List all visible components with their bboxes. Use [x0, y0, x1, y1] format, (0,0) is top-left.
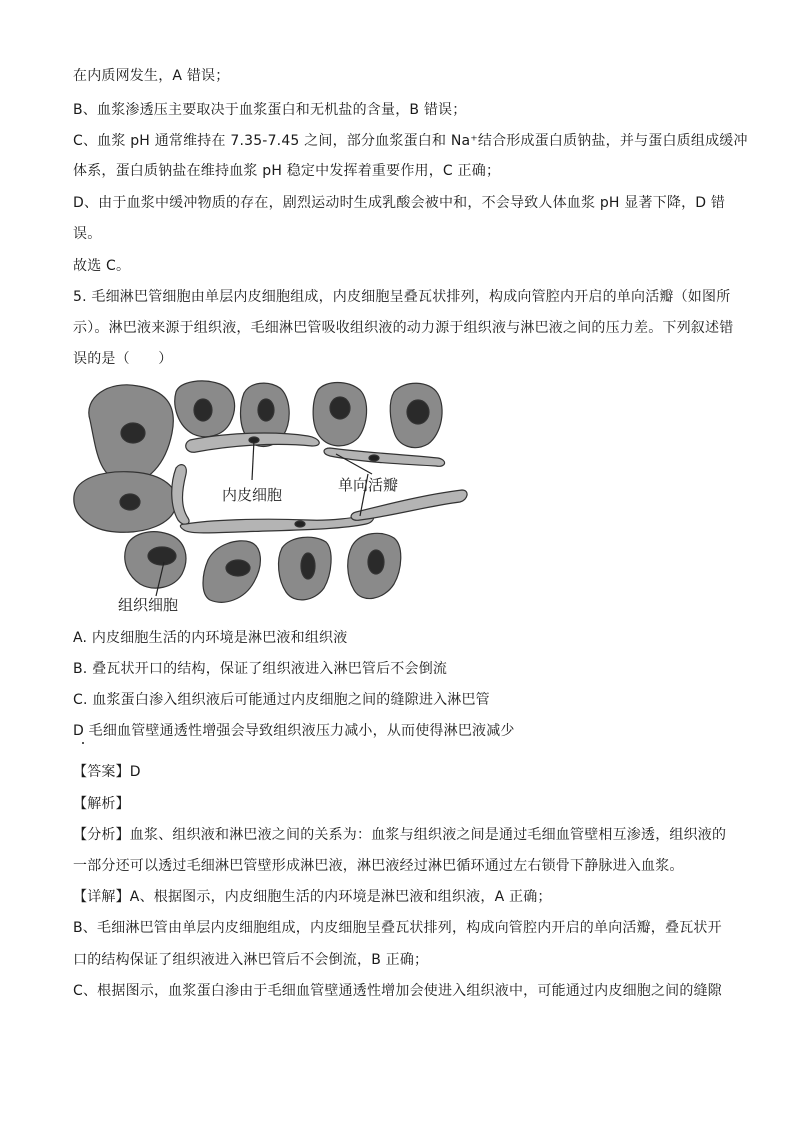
option-c: C. 血浆蛋白渗入组织液后可能通过内皮细胞之间的缝隙进入淋巴管: [73, 692, 490, 708]
answer-line: 【答案】D: [73, 764, 141, 780]
cell-nucleus: [330, 397, 350, 419]
cell-nucleus: [301, 553, 315, 579]
lymph-capillary-figure: [68, 378, 468, 616]
text-line-5: D、由于血浆中缓冲物质的存在，剧烈运动时生成乳酸会被中和，不会导致人体血浆 pH 显著下降，D 错: [73, 195, 726, 211]
analysis-line-4: B、毛细淋巴管由单层内皮细胞组成，内皮细胞呈叠瓦状排列，构成向管腔内开启的单向活瓣，叠瓦状开: [73, 920, 722, 936]
label-endothelial-cell: 内皮细胞: [222, 486, 283, 504]
cell-nucleus: [148, 547, 176, 565]
cell-nucleus: [226, 560, 250, 576]
option-a: A. 内皮细胞生活的内环境是淋巴液和组织液: [73, 630, 348, 646]
label-tissue-cell: 组织细胞: [118, 596, 179, 614]
option-b: B. 叠瓦状开口的结构，保证了组织液进入淋巴管后不会倒流: [73, 661, 448, 677]
text-line-3: C、血浆 pH 通常维持在 7.35-7.45 之间，部分血浆蛋白和 Na⁺结合形成蛋白质钠盐，并与蛋白质组成缓冲: [73, 133, 748, 149]
text-line-7: 故选 C。: [73, 258, 131, 274]
endothelial-cell-left: [172, 465, 189, 525]
analysis-line-2: 一部分还可以透过毛细淋巴管壁形成淋巴液，淋巴液经过淋巴循环通过左右锁骨下静脉进入血浆。: [73, 858, 684, 874]
question-5-line-1: 5. 毛细淋巴管细胞由单层内皮细胞组成，内皮细胞呈叠瓦状排列，构成向管腔内开启的单向活瓣（如图所: [73, 289, 731, 305]
text-line-6: 误。: [73, 226, 102, 242]
analysis-line-6: C、根据图示，血浆蛋白渗由于毛细血管壁通透性增加会使进入组织液中，可能通过内皮细胞之间的缝隙: [73, 983, 722, 999]
analysis-heading: 【解析】: [73, 796, 130, 812]
cell-nucleus: [407, 400, 429, 424]
endothelial-nucleus: [295, 521, 305, 527]
text-line-4: 体系，蛋白质钠盐在维持血浆 pH 稳定中发挥着重要作用，C 正确；: [73, 163, 501, 179]
question-5-line-2: 示）。淋巴液来源于组织液，毛细淋巴管吸收组织液的动力源于组织液与淋巴液之间的压力差。下列叙述错: [73, 320, 734, 336]
analysis-line-5: 口的结构保证了组织液进入淋巴管后不会倒流，B 正确；: [73, 952, 429, 968]
option-d: D 毛细血管壁通透性增强会导致组织液压力减小，从而使得淋巴液减少: [73, 723, 515, 739]
cell-nucleus: [258, 399, 274, 421]
question-5-line-3: 误的是（ ）: [73, 351, 173, 367]
cell-nucleus: [194, 399, 212, 421]
text-line-1: 在内质网发生，A 错误；: [73, 68, 230, 84]
endothelial-cell-lower: [180, 514, 373, 533]
stray-mark: [82, 742, 84, 744]
endothelial-cell-lower-right: [351, 490, 467, 520]
text-line-2: B、血浆渗透压主要取决于血浆蛋白和无机盐的含量，B 错误；: [73, 102, 467, 118]
cell-nucleus: [120, 494, 140, 510]
analysis-line-1: 【分析】血浆、组织液和淋巴液之间的关系为：血浆与组织液之间是通过毛细血管壁相互渗透，组织液的: [73, 827, 727, 843]
cell-nucleus: [121, 423, 145, 443]
label-one-way-valve: 单向活瓣: [338, 476, 399, 494]
cell-nucleus: [368, 550, 384, 574]
endothelial-nucleus: [369, 455, 379, 461]
pointer-endothelial: [252, 440, 254, 480]
analysis-line-3: 【详解】A、根据图示，内皮细胞生活的内环境是淋巴液和组织液，A 正确；: [73, 889, 552, 905]
